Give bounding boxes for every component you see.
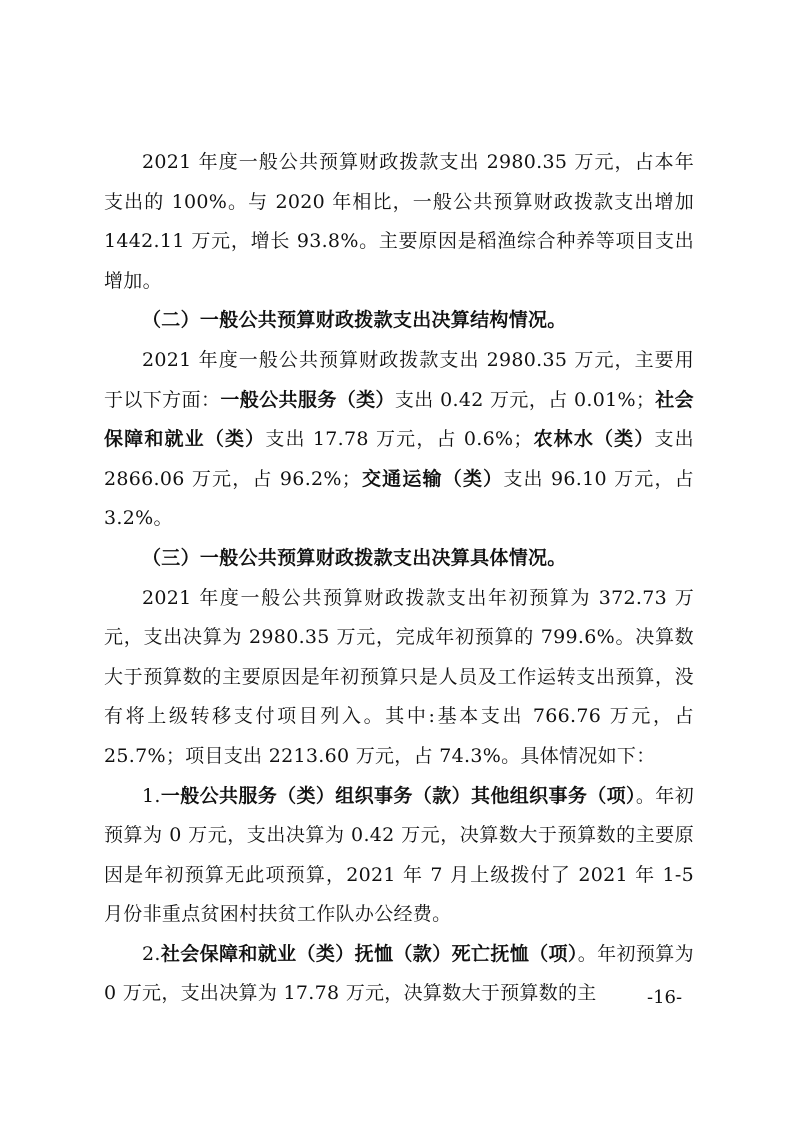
- category-agriculture-amount: 支出 2866.06 万元，占 96.2%；: [104, 428, 694, 490]
- detail-item-1: [104, 777, 694, 935]
- category-transportation-amount: 支出 96.10 万元，占 3.2%。: [104, 467, 694, 530]
- section-heading-details: （三）一般公共预算财政拨款支出决算具体情况。: [142, 546, 567, 569]
- detail-item-2: [104, 935, 694, 1014]
- category-transportation: 交通运输（类）: [361, 467, 504, 490]
- detail-item-1-number: 1.: [142, 784, 161, 807]
- category-general-public-services: 一般公共服务（类）: [220, 388, 395, 411]
- paragraph-expenditure-total: 2021 年度一般公共预算财政拨款支出 2980.35 万元，占本年支出的 100%。与 2020 年相比，一般公共预算财政拨款支出增加 1442.11 万元，增长 93.8%。主要原因是稻渔综合种养等项目支出增加。: [104, 151, 694, 292]
- detail-item-2-title: 社会保障和就业（类）抚恤（款）死亡抚恤（项）: [160, 942, 578, 965]
- detail-item-2-text: 。年初预算为 0 万元，支出决算为 17.78 万元，决算数大于预算数的主: [104, 942, 694, 1005]
- structure-intro: 2021 年度一般公共预算财政拨款支出 2980.35 万元，主要用于以下方面：: [104, 348, 694, 411]
- page-number: -16-: [647, 987, 683, 1008]
- paragraph-expenditure-structure: [104, 341, 694, 539]
- paragraph-budget-details: 2021 年度一般公共预算财政拨款支出年初预算为 372.73 万元，支出决算为 2980.35 万元，完成年初预算的 799.6%。决算数大于预算数的主要原因是年初预算只是人员及工作运转支出预算，没有将上级转移支付项目列入。其中:基本支出 766.76 万元，占 25.7%；项目支出 2213.60 万元，占 74.3%。具体情况如下：: [104, 586, 694, 767]
- detail-item-1-text: 。年初预算为 0 万元，支出决算为 0.42 万元，决算数大于预算数的主要原因是年初预算无此项预算，2021 年 7 月上级拨付了 2021 年 1-5 月份非重点贫困村扶贫工作队办公经费。: [104, 784, 694, 926]
- category-social-security: 社会保障和就业（类）: [104, 388, 694, 451]
- category-social-security-amount: 支出 17.78 万元，占 0.6%；: [265, 428, 533, 451]
- detail-item-2-number: 2.: [142, 942, 161, 965]
- section-heading-structure: （二）一般公共预算财政拨款支出决算结构情况。: [142, 309, 567, 332]
- category-general-public-services-amount: 支出 0.42 万元，占 0.01%；: [394, 388, 656, 411]
- category-agriculture: 农林水（类）: [532, 428, 655, 451]
- body-text: [104, 143, 694, 1014]
- detail-item-1-title: 一般公共服务（类）组织事务（款）其他组织事务（项）: [160, 784, 636, 807]
